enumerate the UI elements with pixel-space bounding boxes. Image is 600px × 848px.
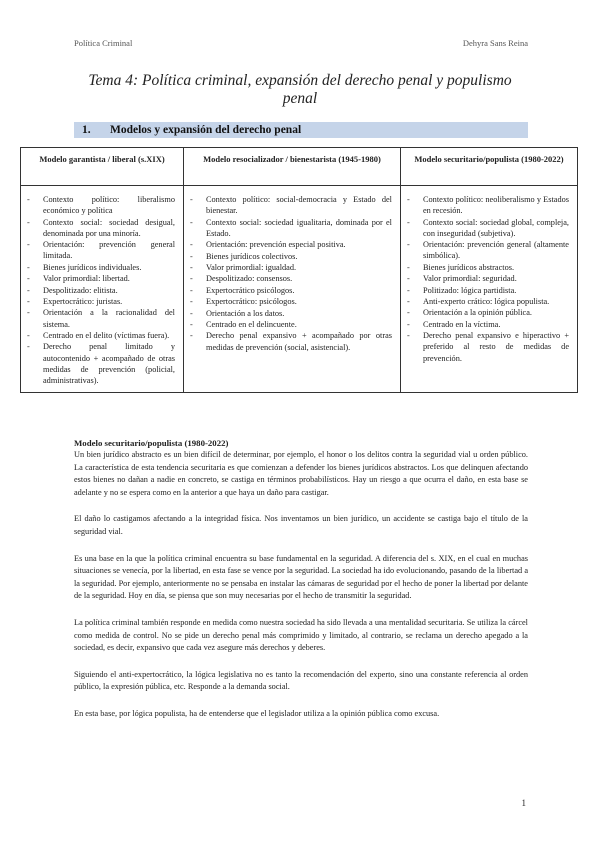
body-paragraph: En esta base, por lógica populista, ha de entenderse que el legislador utiliza a la opinión pública como excusa.: [74, 708, 440, 718]
list-item: - Centrado en el delito (víctimas fuera).: [25, 330, 175, 341]
header-left: Política Criminal: [74, 38, 133, 48]
column-garantista: [21, 186, 184, 393]
body-paragraph: El daño lo castigamos afectando a la integridad física. Nos inventamos un bien jurídico, un accidente se castiga bajo el título de la seguridad vial.: [74, 514, 528, 536]
body-heading: Modelo securitario/populista (1980-2022): [74, 438, 229, 448]
models-table-body-row: [21, 186, 578, 393]
section-heading: [74, 122, 528, 138]
section-number: 1.: [82, 124, 91, 136]
list-item: - Centrado en la víctima.: [405, 319, 569, 330]
page-title: Tema 4: Política criminal, expansión del derecho penal y populismo penal: [88, 72, 512, 107]
resocializador-list: [188, 194, 392, 353]
body-paragraph: Siguiendo el anti-expertocrático, la lógica legislativa no es tanto la recomendación del experto, sino una constante referencia al orden público, la expresión pública, etc. Responde a la demanda social.: [74, 669, 528, 692]
list-item: - Bienes jurídicos individuales.: [25, 262, 175, 273]
page-number: 1: [521, 798, 526, 808]
column-resocializador: [184, 186, 401, 393]
list-item: - Centrado en el delincuente.: [188, 319, 392, 330]
section-label: Modelos y expansión del derecho penal: [110, 124, 302, 136]
list-item: - Valor primordial: libertad.: [25, 273, 175, 284]
list-item: - Anti-experto crático: lógica populista.: [405, 296, 569, 307]
column-securitario: [401, 186, 578, 393]
body-paragraph: La política criminal también responde en medida como nuestra sociedad ha sido llevada a una mentalidad securitaria. Se utiliza la cárcel como medida de control. No se pide un derecho penal más comprimido y limitado, al contrario, se reclama un derecho apegado a la sociedad, es decir, expansivo que cada vez asegure más derechos y deberes.: [74, 617, 528, 653]
list-item: - Expertocrático: psicólogos.: [188, 296, 392, 307]
list-item: - Orientación a la opinión pública.: [405, 307, 569, 318]
list-item: - Contexto social: sociedad igualitaria, dominada por el Estado.: [188, 217, 392, 239]
list-item: - Derecho penal expansivo + acompañado por otras medidas de prevención (social, asistencial).: [188, 330, 392, 352]
securitario-list: [405, 194, 569, 364]
header-right: Dehyra Sans Reina: [462, 38, 528, 48]
list-item: - Derecho penal expansivo e hiperactivo + preferido al resto de medidas de prevención.: [405, 330, 569, 364]
body-paragraph: Un bien jurídico abstracto es un bien difícil de determinar, por ejemplo, el honor o los delitos contra la seguridad vial u orden público. La característica de esta tendencia securitaria es que comienzan a defender los bienes jurídicos abstractos. Los que delinquen afectando estos bienes no dañan a nadie en concreto, se castiga en términos probabilísticos. Hay un riesgo a que ocurra el daño, en esta base se adelante y no se espera como en la anterior a que haya un daño para castigar.: [74, 450, 528, 497]
list-item: - Derecho penal limitado y autocontenido + acompañado de otras medidas de prevención (policial, administrativas).: [25, 341, 175, 386]
list-item: - Orientación: prevención especial positiva.: [188, 239, 392, 250]
list-item: - Valor primordial: seguridad.: [405, 273, 569, 284]
column-header-garantista: Modelo garantista / liberal (s.XIX): [21, 148, 184, 186]
list-item: - Orientación: prevención general limitada.: [25, 239, 175, 261]
models-table-header-row: [21, 148, 578, 186]
list-item: - Contexto político: neoliberalismo y Estados en recesión.: [405, 194, 569, 216]
list-item: - Orientación: prevención general (altamente simbólica).: [405, 239, 569, 261]
list-item: - Bienes jurídicos colectivos.: [188, 251, 392, 262]
list-item: - Despolitizado: elitista.: [25, 285, 175, 296]
garantista-list: [25, 194, 175, 386]
column-header-resocializador: Modelo resocializador / bienestarista (1945-1980): [184, 148, 401, 186]
list-item: - Despolitizado: consensos.: [188, 273, 392, 284]
models-table: [20, 147, 578, 393]
list-item: - Politizado: lógica partidista.: [405, 285, 569, 296]
list-item: - Contexto político: liberalismo económico y política: [25, 194, 175, 216]
list-item: - Contexto social: sociedad desigual, denominada por una minoría.: [25, 217, 175, 239]
list-item: - Expertocrático psicólogos.: [188, 285, 392, 296]
list-item: - Expertocrático: juristas.: [25, 296, 175, 307]
list-item: - Contexto político: social-democracia y Estado del bienestar.: [188, 194, 392, 216]
body-paragraph: Es una base en la que la política criminal encuentra su base fundamental en la seguridad. A diferencia del s. XIX, en el cual en muchas situaciones se venecía, por la libertad, en esta fase se vence por la seguridad. La sociedad ha ido evolucionando, pasando de la libertad a la seguridad. Por ejemplo, anteriormente no se pensaba en instalar las cámaras de seguridad por el hecho de poner la libertad por delante de la seguridad. Hoy en día, se piensa que son muy necesarias por el hecho de transmitir la seguridad.: [74, 553, 528, 601]
list-item: - Bienes jurídicos abstractos.: [405, 262, 569, 273]
body-text: [74, 437, 528, 735]
list-item: - Orientación a la racionalidad del sistema.: [25, 307, 175, 329]
list-item: - Orientación a los datos.: [188, 308, 392, 319]
list-item: - Contexto social: sociedad global, compleja, con inseguridad (subjetiva).: [405, 217, 569, 239]
column-header-securitario: Modelo securitario/populista (1980-2022): [401, 148, 578, 186]
list-item: - Valor primordial: igualdad.: [188, 262, 392, 273]
